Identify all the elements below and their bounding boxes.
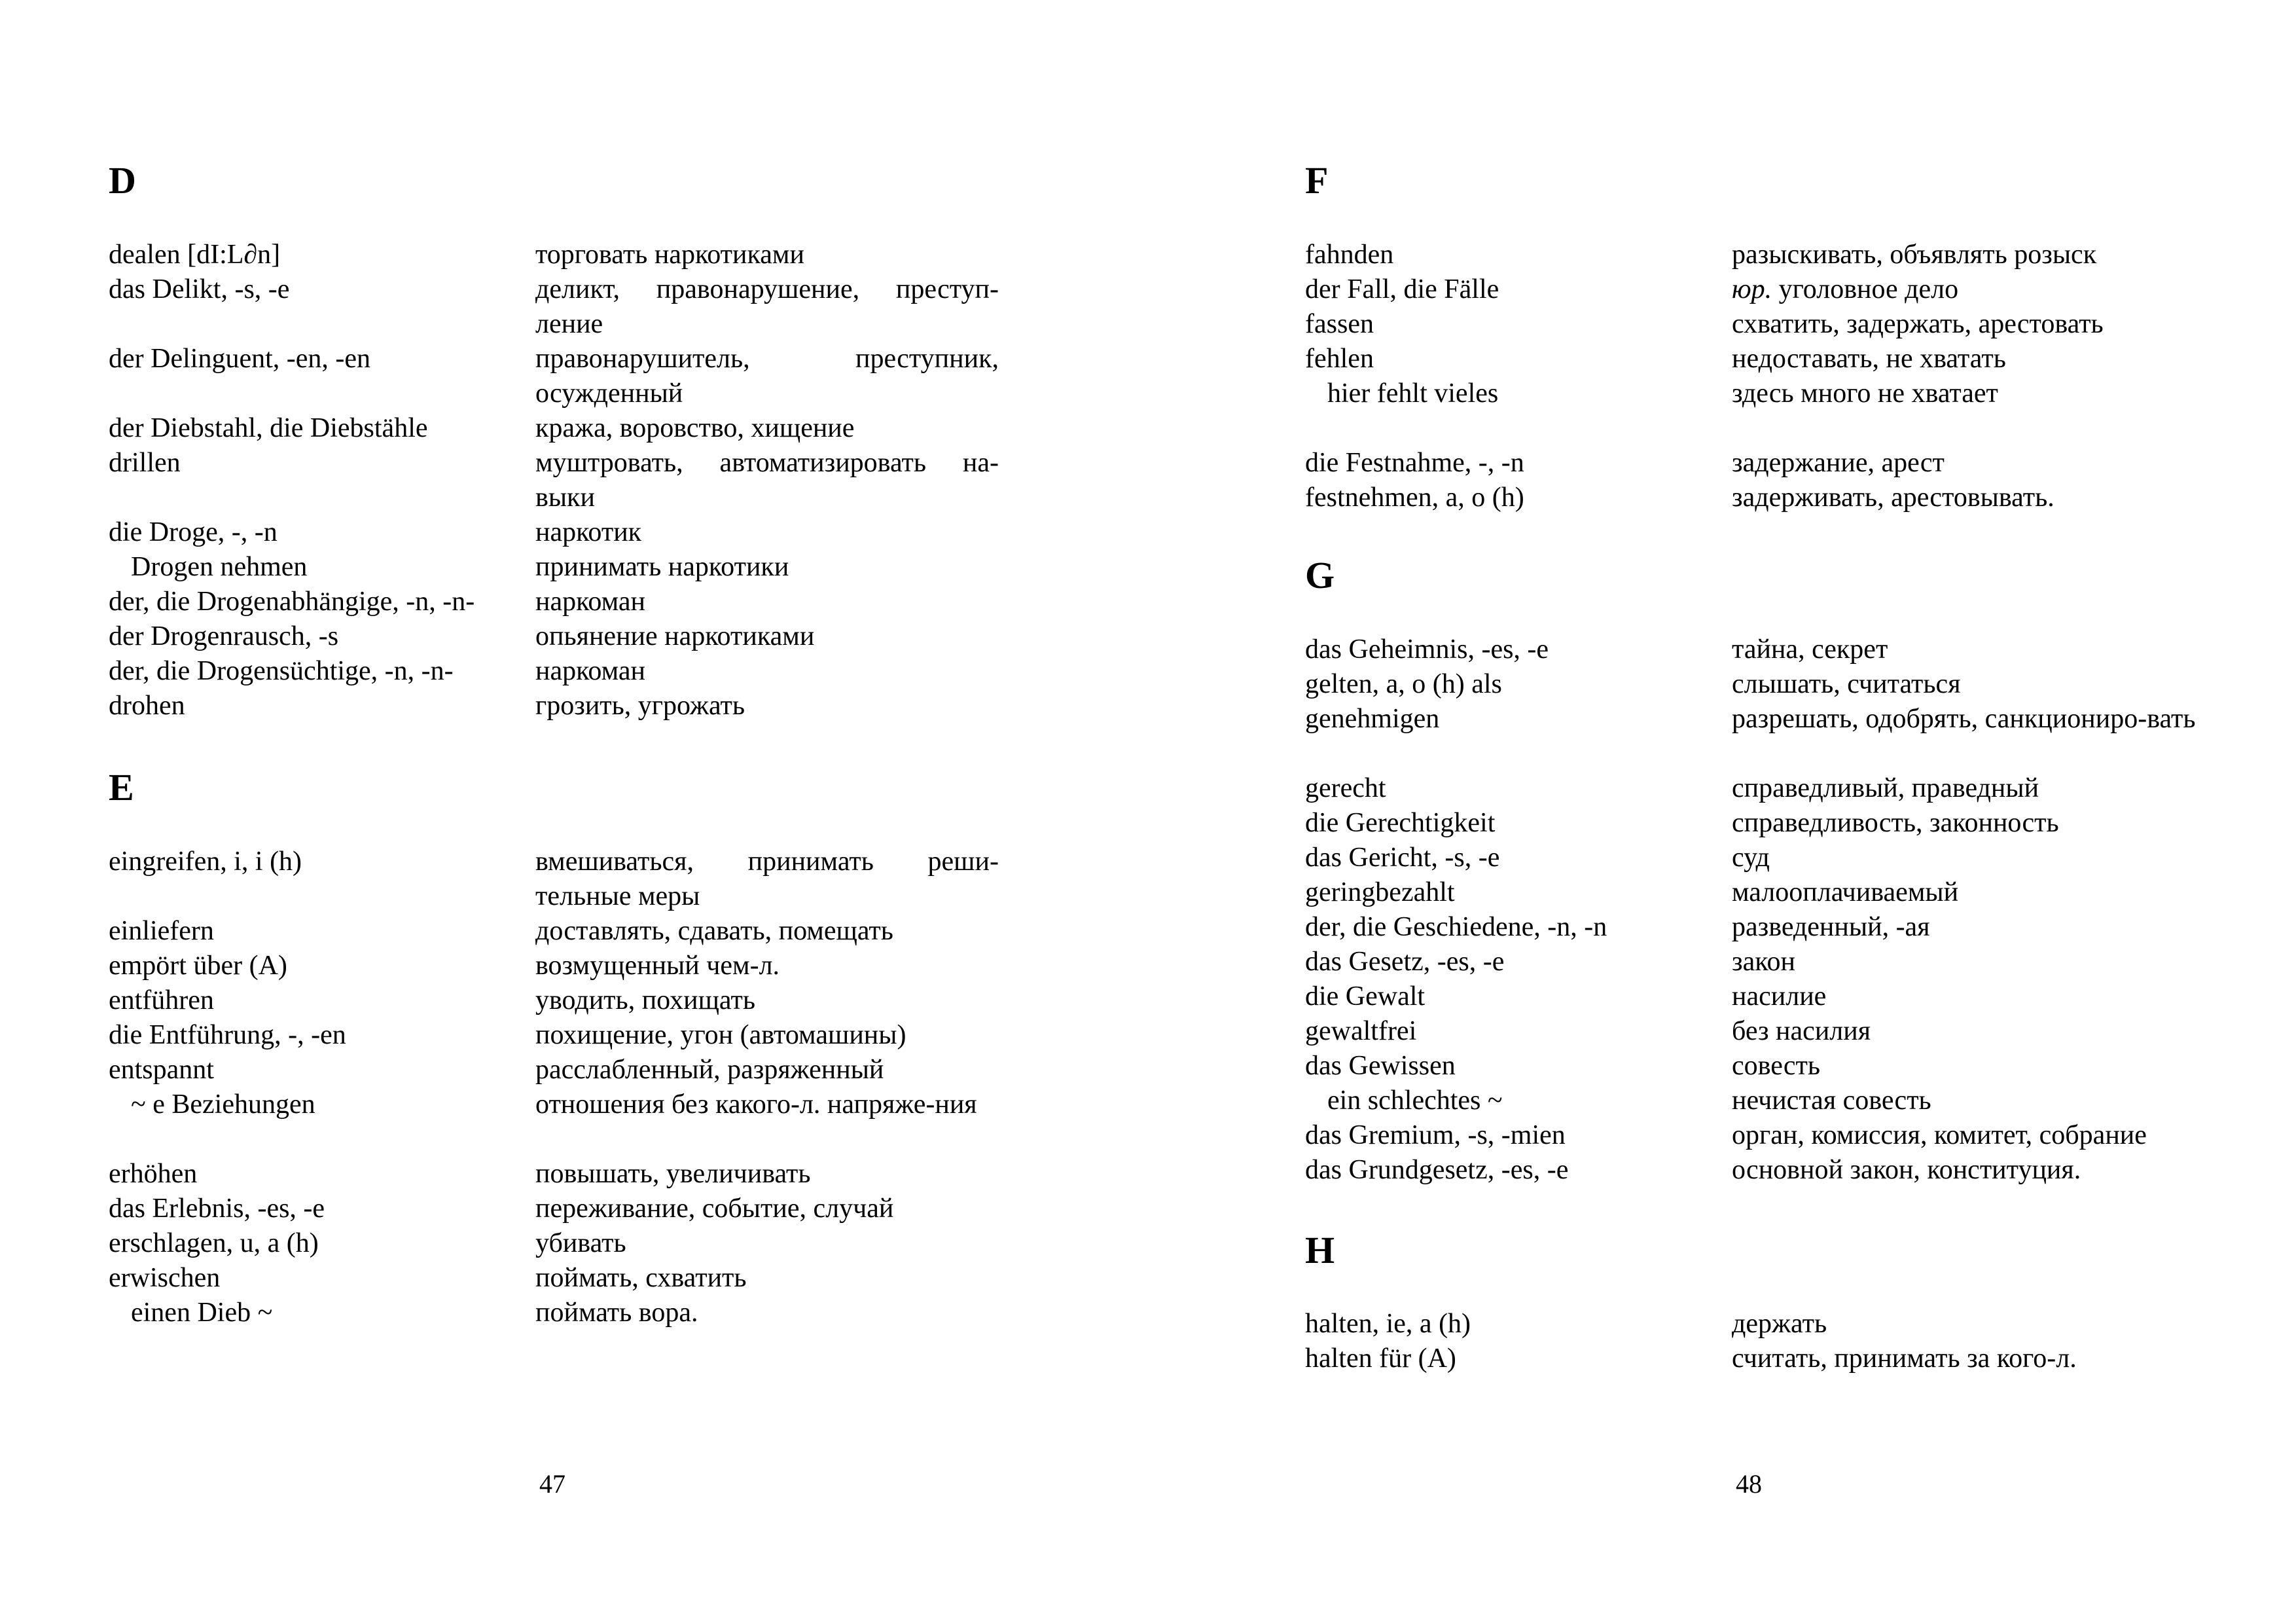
entry-ru-gesetz: закон [1732,947,1795,977]
entry-de-drogen-nehmen: Drogen nehmen [131,552,308,582]
entry-de-einen-dieb: einen Dieb ~ [131,1298,273,1328]
entry-de-genehmigen: genehmigen [1305,704,1440,734]
entry-de-grundgesetz: das Grundgesetz, -es, -e [1305,1155,1569,1185]
entry-de-erwischen: erwischen [109,1263,221,1293]
entry-ru-empoert: возмущенный чем-л. [535,951,780,981]
entry-de-hier-fehlt: hier fehlt vieles [1327,378,1499,409]
entry-de-empoert: empört über (A) [109,951,287,981]
entry-ru-grundgesetz: основной закон, конституция. [1732,1155,2081,1185]
entry-ru-drillen: муштровать, автоматизировать на-выки [535,448,999,513]
entry-de-gesetz: das Gesetz, -es, -e [1305,947,1505,977]
entry-ru-halten: держать [1732,1309,1827,1339]
entry-ru-drogenrausch: опьянение наркотиками [535,621,815,651]
entry-de-fassen: fassen [1305,309,1374,339]
entry-de-fall: der Fall, die Fälle [1305,274,1499,304]
entry-ru-gerecht: справедливый, праведный [1732,773,2039,803]
entry-ru-entfuehrung: похищение, угон (автомашины) [535,1020,906,1050]
entry-de-entfuehrung: die Entführung, -, -en [109,1020,346,1050]
entry-ru-geringbezahlt: малооплачиваемый [1732,877,1959,907]
entry-de-drillen: drillen [109,448,181,478]
entry-ru-drogensuechtige: наркоман [535,656,645,686]
entry-ru-gericht: суд [1732,843,1770,873]
entry-de-drogensuechtige: der, die Drogensüchtige, -n, -n- [109,656,454,686]
entry-ru-festnahme: задержание, арест [1732,448,1945,478]
entry-ru-genehmigen: разрешать, одобрять, санкциониро-вать [1732,704,2196,734]
entry-ru-eingreifen: вмешиваться, принимать реши-тельные меры [535,847,999,911]
entry-de-erschlagen: erschlagen, u, a (h) [109,1228,319,1258]
section-letter-d: D [109,159,136,202]
section-letter-h: H [1305,1229,1335,1271]
entry-ru-delinguent: правонарушитель, преступник, осужденный [535,344,999,409]
entry-ru-einliefern: доставлять, сдавать, помещать [535,916,893,946]
entry-ru-gerechtigkeit: справедливость, законность [1732,808,2059,838]
entry-ru-erwischen: поймать, схватить [535,1263,747,1293]
entry-ru-geheimnis: тайна, секрет [1732,634,1888,665]
entry-de-dealen: dealen [dI:L∂n] [109,240,281,270]
entry-ru-drogenabhaengige: наркоман [535,587,645,617]
entry-ru-gewissen: совесть [1732,1051,1821,1081]
entry-ru-erlebnis: переживание, событие, случай [535,1194,894,1224]
entry-de-gerechtigkeit: die Gerechtigkeit [1305,808,1496,838]
entry-ru-gewaltfrei: без насилия [1732,1016,1871,1046]
entry-ru-entspannt: расслабленный, разряженный [535,1055,884,1085]
entry-de-delikt: das Delikt, -s, -e [109,274,290,304]
entry-ru-fehlen: недоставать, не хватать [1732,344,2006,374]
entry-ru-fahnden: разыскивать, объявлять розыск [1732,240,2097,270]
entry-ru-dealen: торговать наркотиками [535,240,804,270]
entry-de-festnehmen: festnehmen, a, o (h) [1305,483,1524,513]
right-page [1148,0,2296,1623]
entry-de-ein-schlechtes: ein schlechtes ~ [1327,1085,1503,1116]
entry-de-gewalt: die Gewalt [1305,981,1426,1012]
entry-de-fehlen: fehlen [1305,344,1374,374]
entry-de-geschiedene: der, die Geschiedene, -n, -n [1305,912,1607,942]
entry-de-gewaltfrei: gewaltfrei [1305,1016,1417,1046]
entry-de-gremium: das Gremium, -s, -mien [1305,1120,1566,1150]
entry-de-entfuehren: entführen [109,985,214,1015]
entry-de-gewissen: das Gewissen [1305,1051,1456,1081]
entry-ru-beziehungen: отношения без какого-л. напряже-ния [535,1089,977,1120]
entry-ru-gewalt: насилие [1732,981,1827,1012]
entry-de-halten: halten, ie, a (h) [1305,1309,1471,1339]
entry-ru-diebstahl: кража, воровство, хищение [535,413,855,443]
entry-de-gericht: das Gericht, -s, -e [1305,843,1500,873]
entry-ru-festnehmen: задерживать, арестовывать. [1732,483,2054,513]
entry-de-erlebnis: das Erlebnis, -es, -e [109,1194,325,1224]
entry-ru-drogen-nehmen: принимать наркотики [535,552,789,582]
entry-de-gelten: gelten, a, o (h) als [1305,669,1502,699]
entry-de-festnahme: die Festnahme, -, -n [1305,448,1524,478]
entry-de-gerecht: gerecht [1305,773,1386,803]
entry-de-drohen: drohen [109,691,185,721]
entry-ru-gremium: орган, комиссия, комитет, собрание [1732,1120,2147,1150]
entry-de-erhoehen: erhöhen [109,1159,198,1189]
entry-de-drogenrausch: der Drogenrausch, -s [109,621,339,651]
entry-ru-halten-fuer: считать, принимать за кого-л. [1732,1343,2077,1374]
entry-de-eingreifen: eingreifen, i, i (h) [109,847,302,877]
entry-ru-delikt: деликт, правонарушение, преступ-ление [535,274,999,339]
entry-de-droge: die Droge, -, -n [109,517,278,547]
page-number-left: 47 [539,1469,565,1499]
entry-de-fahnden: fahnden [1305,240,1394,270]
entry-de-geheimnis: das Geheimnis, -es, -e [1305,634,1549,665]
entry-ru-fassen: схватить, задержать, арестовать [1732,309,2104,339]
entry-ru-erschlagen: убивать [535,1228,626,1258]
entry-ru-ein-schlechtes: нечистая совесть [1732,1085,1931,1116]
entry-de-halten-fuer: halten für (A) [1305,1343,1456,1374]
entry-ru-geschiedene: разведенный, -ая [1732,912,1930,942]
entry-ru-droge: наркотик [535,517,642,547]
entry-ru-hier-fehlt: здесь много не хватает [1732,378,1998,409]
section-letter-e: E [109,766,134,809]
entry-de-delinguent: der Delinguent, -en, -en [109,344,371,374]
entry-de-beziehungen: ~ e Beziehungen [131,1089,315,1120]
page-number-right: 48 [1736,1469,1762,1499]
entry-ru-drohen: грозить, угрожать [535,691,745,721]
legal-abbreviation: юр. [1732,274,1772,304]
section-letter-f: F [1305,159,1329,202]
entry-ru-entfuehren: уводить, похищать [535,985,755,1015]
section-letter-g: G [1305,554,1335,596]
entry-ru-gelten: слышать, считаться [1732,669,1961,699]
entry-de-einliefern: einliefern [109,916,214,946]
entry-ru-fall [1732,272,2200,307]
entry-de-diebstahl: der Diebstahl, die Diebstähle [109,413,428,443]
entry-de-drogenabhaengige: der, die Drogenabhängige, -n, -n- [109,587,475,617]
entry-de-geringbezahlt: geringbezahlt [1305,877,1455,907]
entry-ru-erhoehen: повышать, увеличивать [535,1159,811,1189]
entry-ru-einen-dieb: поймать вора. [535,1298,698,1328]
entry-ru-fall-text: уголовное дело [1778,274,1959,304]
entry-de-entspannt: entspannt [109,1055,214,1085]
